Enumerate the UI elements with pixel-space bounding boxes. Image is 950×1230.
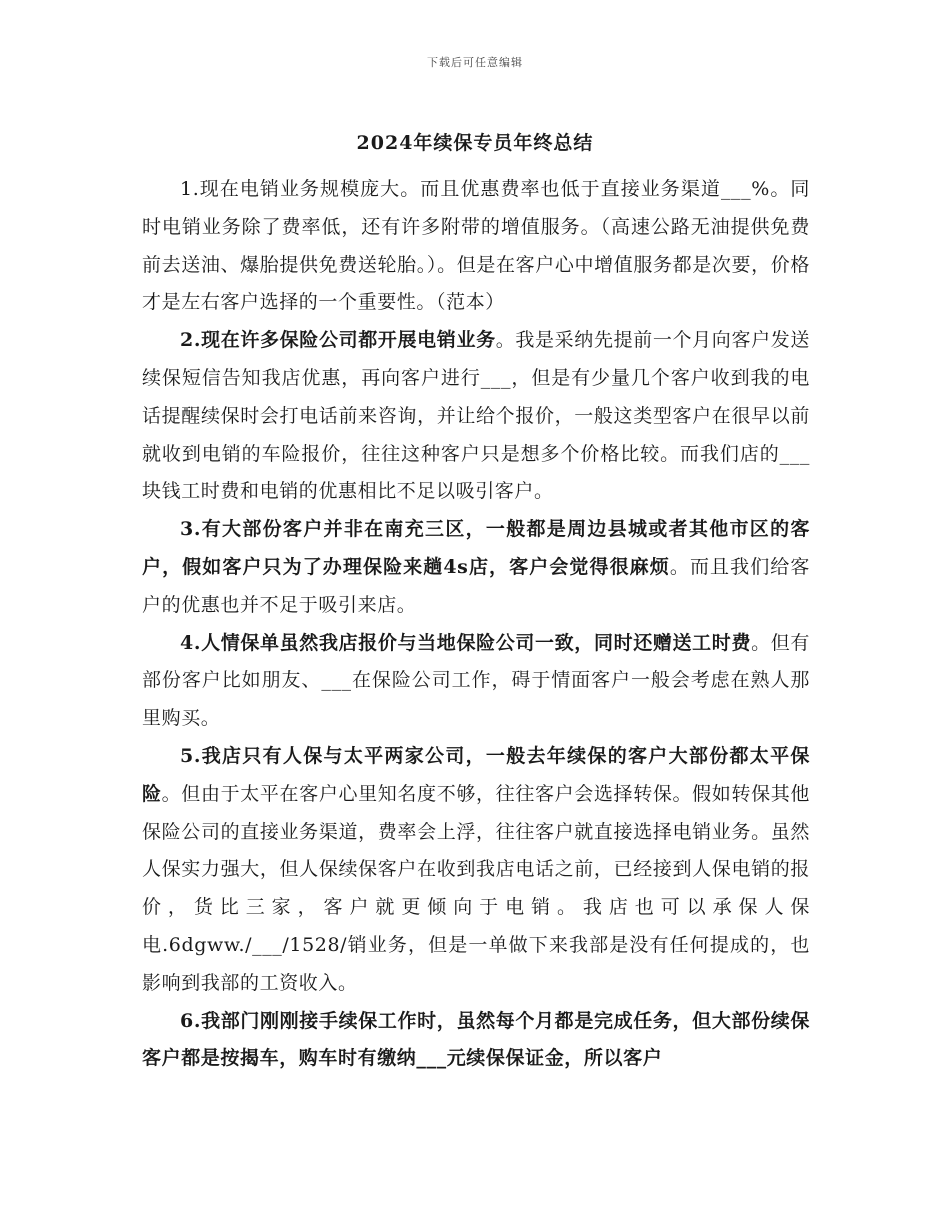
paragraph-4 <box>142 625 810 738</box>
paragraph-5 <box>142 738 810 1003</box>
paragraph-text: 。我是采纳先提前一个月向客户发送续保短信告知我店优惠，再向客户进行___，但是有少量几个客户收到我的电话提醒续保时会打电话前来咨询，并让给个报价，一般这类型客户在很早以前就收到电销的车险报价，往往这种客户只是想多个价格比较。而我们店的___块钱工时费和电销的优惠相比不足以吸引客户。 <box>142 329 810 503</box>
paragraph-6 <box>142 1003 810 1079</box>
paragraph-2 <box>142 322 810 511</box>
paragraph-lead: 4.人情保单虽然我店报价与当地保险公司一致，同时还赠送工时费 <box>180 631 752 654</box>
paragraph-text: 1.现在电销业务规模庞大。而且优惠费率也低于直接业务渠道___%。同时电销业务除了费率低，还有许多附带的增值服务。（高速公路无油提供免费前去送油、爆胎提供免费送轮胎。）。但是在客户心中增值服务都是次要，价格才是左右客户选择的一个重要性。（范本） <box>142 178 810 314</box>
paragraph-text: 。但有部份客户比如朋友、___在保险公司工作，碍于情面客户一般会考虑在熟人那里购买。 <box>142 631 810 730</box>
paragraph-1 <box>142 171 810 322</box>
paragraph-lead: 6.我部门刚刚接手续保工作时，虽然每个月都是完成任务，但大部份续保客户都是按揭车，购车时有缴纳___元续保保证金，所以客户 <box>142 1009 810 1070</box>
document-title: 2024年续保专员年终总结 <box>356 132 594 154</box>
paragraph-text: 。而且我们给客户的优惠也并不足于吸引来店。 <box>142 555 810 616</box>
paragraph-text: 。但由于太平在客户心里知名度不够，往往客户会选择转保。假如转保其他保险公司的直接业务渠道，费率会上浮，往往客户就直接选择电销业务。虽然人保实力强大，但人保续保客户在收到我店电话之前，已经接到人保电销的报价，货比三家，客户就更倾向于电销。我店也可以承保人保电.6dgww./___/1528/销业务，但是一单做下来我部是没有任何提成的，也影响到我部的工资收入。 <box>142 782 810 994</box>
paragraph-3 <box>142 511 810 624</box>
paragraph-lead: 3.有大部份客户并非在南充三区，一般都是周边县城或者其他市区的客户，假如客户只为了办理保险来趟4s店，客户会觉得很麻烦 <box>142 518 810 578</box>
page-header: 下载后可任意编辑 <box>427 56 523 69</box>
document-body <box>142 171 810 1078</box>
paragraph-lead: 5.我店只有人保与太平两家公司，一般去年续保的客户大部份都太平保险 <box>142 744 810 805</box>
paragraph-lead: 2.现在许多保险公司都开展电销业务 <box>180 329 496 352</box>
